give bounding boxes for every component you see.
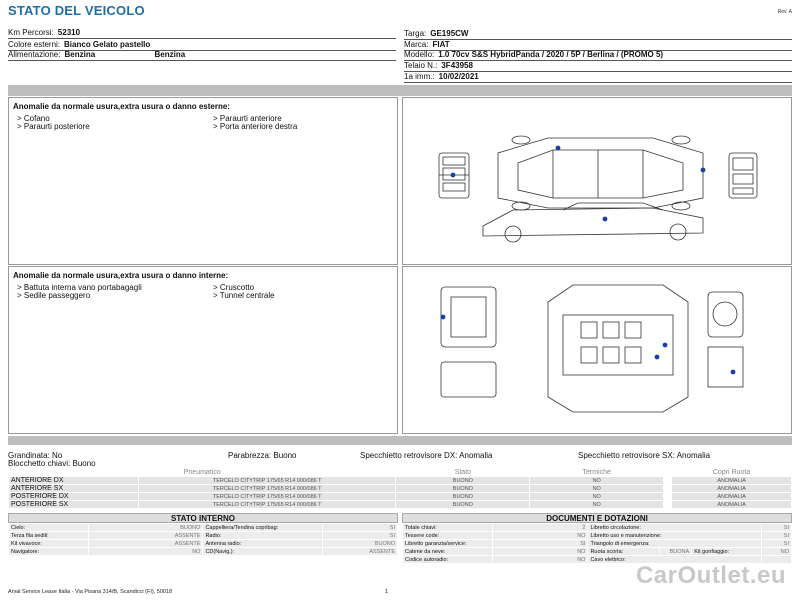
dashboard-view	[708, 292, 743, 387]
cell-value: 2	[492, 524, 588, 532]
damage-item: > Cofano	[17, 114, 50, 123]
fuel-value-2: Benzina	[154, 50, 186, 59]
external-damage-title: Anomalie da normale usura,extra usura o danno esterne:	[13, 102, 230, 111]
cell-value: NO	[88, 548, 203, 556]
tyre-state: BUONO	[396, 493, 530, 501]
table-row	[9, 540, 398, 548]
tyres-table	[8, 468, 792, 509]
watermark-logo: CarOutlet.eu	[635, 562, 786, 589]
cell-label: CD(Navig.):	[203, 548, 323, 556]
km-row	[8, 27, 396, 39]
tyre-thermal: NO	[530, 485, 664, 493]
table-row	[403, 532, 792, 540]
table-row	[9, 548, 398, 556]
cell-label: Radio:	[203, 532, 323, 540]
registration-label: 1a imm.:	[404, 72, 435, 81]
cell-label: Ruota scorta:	[588, 548, 660, 556]
cell-label: Libretto garanzia/service:	[403, 540, 493, 548]
plate-label: Targa:	[404, 29, 427, 38]
cell-label: Totale chiavi:	[403, 524, 493, 532]
tyre-state: BUONO	[396, 501, 530, 509]
car-rear-view	[729, 153, 757, 198]
tyre-cover: ANOMALIA	[672, 477, 792, 485]
table-row	[403, 524, 792, 532]
damage-item: > Sedile passeggero	[17, 291, 91, 300]
tyre-position: ANTERIORE DX	[9, 477, 139, 485]
table-row	[9, 477, 792, 485]
table-row	[9, 532, 398, 540]
chassis-label: Telaio N.:	[404, 61, 438, 70]
external-car-diagram	[402, 97, 792, 265]
cell-value: ASSENTE	[323, 548, 398, 556]
damage-marker	[451, 173, 456, 178]
cell-label: Kit vivavoce:	[9, 540, 89, 548]
tyre-position: POSTERIORE DX	[9, 493, 139, 501]
table-row	[9, 485, 792, 493]
cell-label: Codice autoradio:	[403, 556, 493, 564]
cell-label: Libretto circolazione:	[588, 524, 762, 532]
hail-status: Grandinata: No	[8, 451, 63, 460]
section-divider	[8, 85, 792, 96]
registration-value: 10/02/2021	[438, 72, 479, 81]
internal-car-diagram	[402, 266, 792, 434]
tyre-cover: ANOMALIA	[672, 485, 792, 493]
mirror-left-status: Specchietto retrovisore SX: Anomalia	[578, 451, 711, 460]
damage-item: > Paraurti anteriore	[213, 114, 282, 123]
model-label: Modello:	[404, 50, 435, 59]
tyre-thermal: NO	[530, 477, 664, 485]
tyre-thermal: NO	[530, 501, 664, 509]
fuel-value: Benzina	[64, 50, 96, 59]
fuel-label: Alimentazione:	[8, 50, 61, 59]
damage-item: > Battuta interna vano portabagagli	[17, 283, 142, 292]
damage-marker	[663, 343, 668, 348]
key-block-status: Blocchetto chiavi: Buono	[8, 459, 96, 468]
internal-damage-title: Anomalie da normale usura,extra usura o danno interne:	[13, 271, 229, 280]
damage-item: > Tunnel centrale	[213, 291, 275, 300]
tyre-position: POSTERIORE SX	[9, 501, 139, 509]
registration-row	[404, 71, 792, 83]
brand-value: FIAT	[432, 40, 450, 49]
cell-value: SI	[323, 532, 398, 540]
tyre-cover: ANOMALIA	[672, 501, 792, 509]
cell-value: SI	[323, 524, 398, 532]
tyre-state: BUONO	[396, 485, 530, 493]
tyre-model: TERCELO CITYTRIP 175/65 R14 000/086 T	[138, 485, 396, 493]
km-value: 52310	[57, 28, 81, 37]
tyre-header: Pneumatico	[9, 469, 396, 477]
cell-value: BUONO	[88, 524, 203, 532]
cell-value: ASSENTE	[88, 532, 203, 540]
internal-state-table	[8, 523, 398, 556]
cell-label: Terza fila sedili:	[9, 532, 89, 540]
revision-label: Rev. A	[777, 9, 792, 15]
cell-value: SI	[762, 524, 792, 532]
cell-value: NO	[492, 532, 588, 540]
damage-marker	[731, 370, 736, 375]
table-row	[403, 548, 792, 556]
external-damage-panel	[8, 97, 398, 265]
thermal-header: Termiche	[530, 469, 664, 477]
damage-item: > Porta anteriore destra	[213, 122, 298, 131]
cell-label: Antenna radio:	[203, 540, 323, 548]
state-header: Stato	[396, 469, 530, 477]
cell-value: NO	[492, 548, 588, 556]
documents-table	[402, 523, 792, 564]
tyre-thermal: NO	[530, 493, 664, 501]
footer-company: Arval Service Lease Italia - Via Pisana 314/B, Scandicci (FI), 50018	[8, 589, 173, 595]
section-divider	[8, 436, 792, 445]
color-label: Colore esterni:	[8, 40, 61, 49]
car-side-view	[483, 203, 703, 242]
cell-label: Libretto uso e manutenzione:	[588, 532, 762, 540]
plate-value: GE195CW	[430, 29, 469, 38]
tyre-model: TERCELO CITYTRIP 175/65 R14 000/086 T	[138, 477, 396, 485]
fuel-row	[8, 49, 396, 61]
cell-value: BUONA	[660, 548, 692, 556]
table-row	[9, 501, 792, 509]
trunk-view	[441, 287, 496, 397]
color-value: Bianco Gelato pastello	[64, 40, 151, 49]
km-label: Km Percorsi:	[8, 28, 54, 37]
wheel-cover-header: Copri Ruota	[672, 469, 792, 477]
cell-value: SI	[492, 540, 588, 548]
cell-label: Tessere code:	[403, 532, 493, 540]
damage-item: > Paraurti posteriore	[17, 122, 90, 131]
cell-label: Catene da neve:	[403, 548, 493, 556]
cell-value: SI	[762, 540, 792, 548]
car-top-view	[498, 136, 703, 210]
tyre-state: BUONO	[396, 477, 530, 485]
damage-item: > Cruscotto	[213, 283, 255, 292]
cell-label: Cavo elettrico:	[588, 556, 762, 564]
cell-value: NO	[762, 548, 792, 556]
interior-top-view	[548, 285, 688, 412]
mirror-right-status: Specchietto retrovisore DX: Anomalia	[360, 451, 493, 460]
cell-value: NO	[492, 556, 588, 564]
tyre-model: TERCELO CITYTRIP 175/65 R14 000/086 T	[138, 501, 396, 509]
damage-marker	[655, 355, 660, 360]
table-row	[9, 493, 792, 501]
damage-marker	[701, 168, 706, 173]
cell-value: SI	[762, 532, 792, 540]
cell-label: Kit gonfiaggio:	[692, 548, 762, 556]
tyre-model: TERCELO CITYTRIP 175/65 R14 000/086 T	[138, 493, 396, 501]
cell-label: Navigatore:	[9, 548, 89, 556]
cell-label: Cielo:	[9, 524, 89, 532]
tyre-cover: ANOMALIA	[672, 493, 792, 501]
damage-marker	[441, 315, 446, 320]
internal-damage-panel	[8, 266, 398, 434]
page-number: 1	[385, 589, 389, 595]
internal-damage-list	[17, 284, 397, 300]
chassis-value: 3F43958	[441, 61, 473, 70]
damage-marker	[603, 217, 608, 222]
external-damage-list	[17, 115, 397, 131]
table-row	[9, 524, 398, 532]
tyre-position: ANTERIORE SX	[9, 485, 139, 493]
cell-value: ASSENTE	[88, 540, 203, 548]
page-title: STATO DEL VEICOLO	[8, 3, 145, 18]
cell-value: BUONO	[323, 540, 398, 548]
cell-label: Triangolo di emergenza:	[588, 540, 762, 548]
windshield-status: Parabrezza: Buono	[228, 451, 297, 460]
cell-label: Cappelliera/Tendina copribag:	[203, 524, 323, 532]
damage-marker	[556, 146, 561, 151]
documents-header: DOCUMENTI E DOTAZIONI	[402, 513, 792, 523]
table-row	[403, 540, 792, 548]
brand-label: Marca:	[404, 40, 429, 49]
model-value: 1.0 70cv S&S HybridPanda / 2020 / 5P / Berlina / (PROMO 5)	[438, 50, 664, 59]
internal-state-header: STATO INTERNO	[8, 513, 398, 523]
